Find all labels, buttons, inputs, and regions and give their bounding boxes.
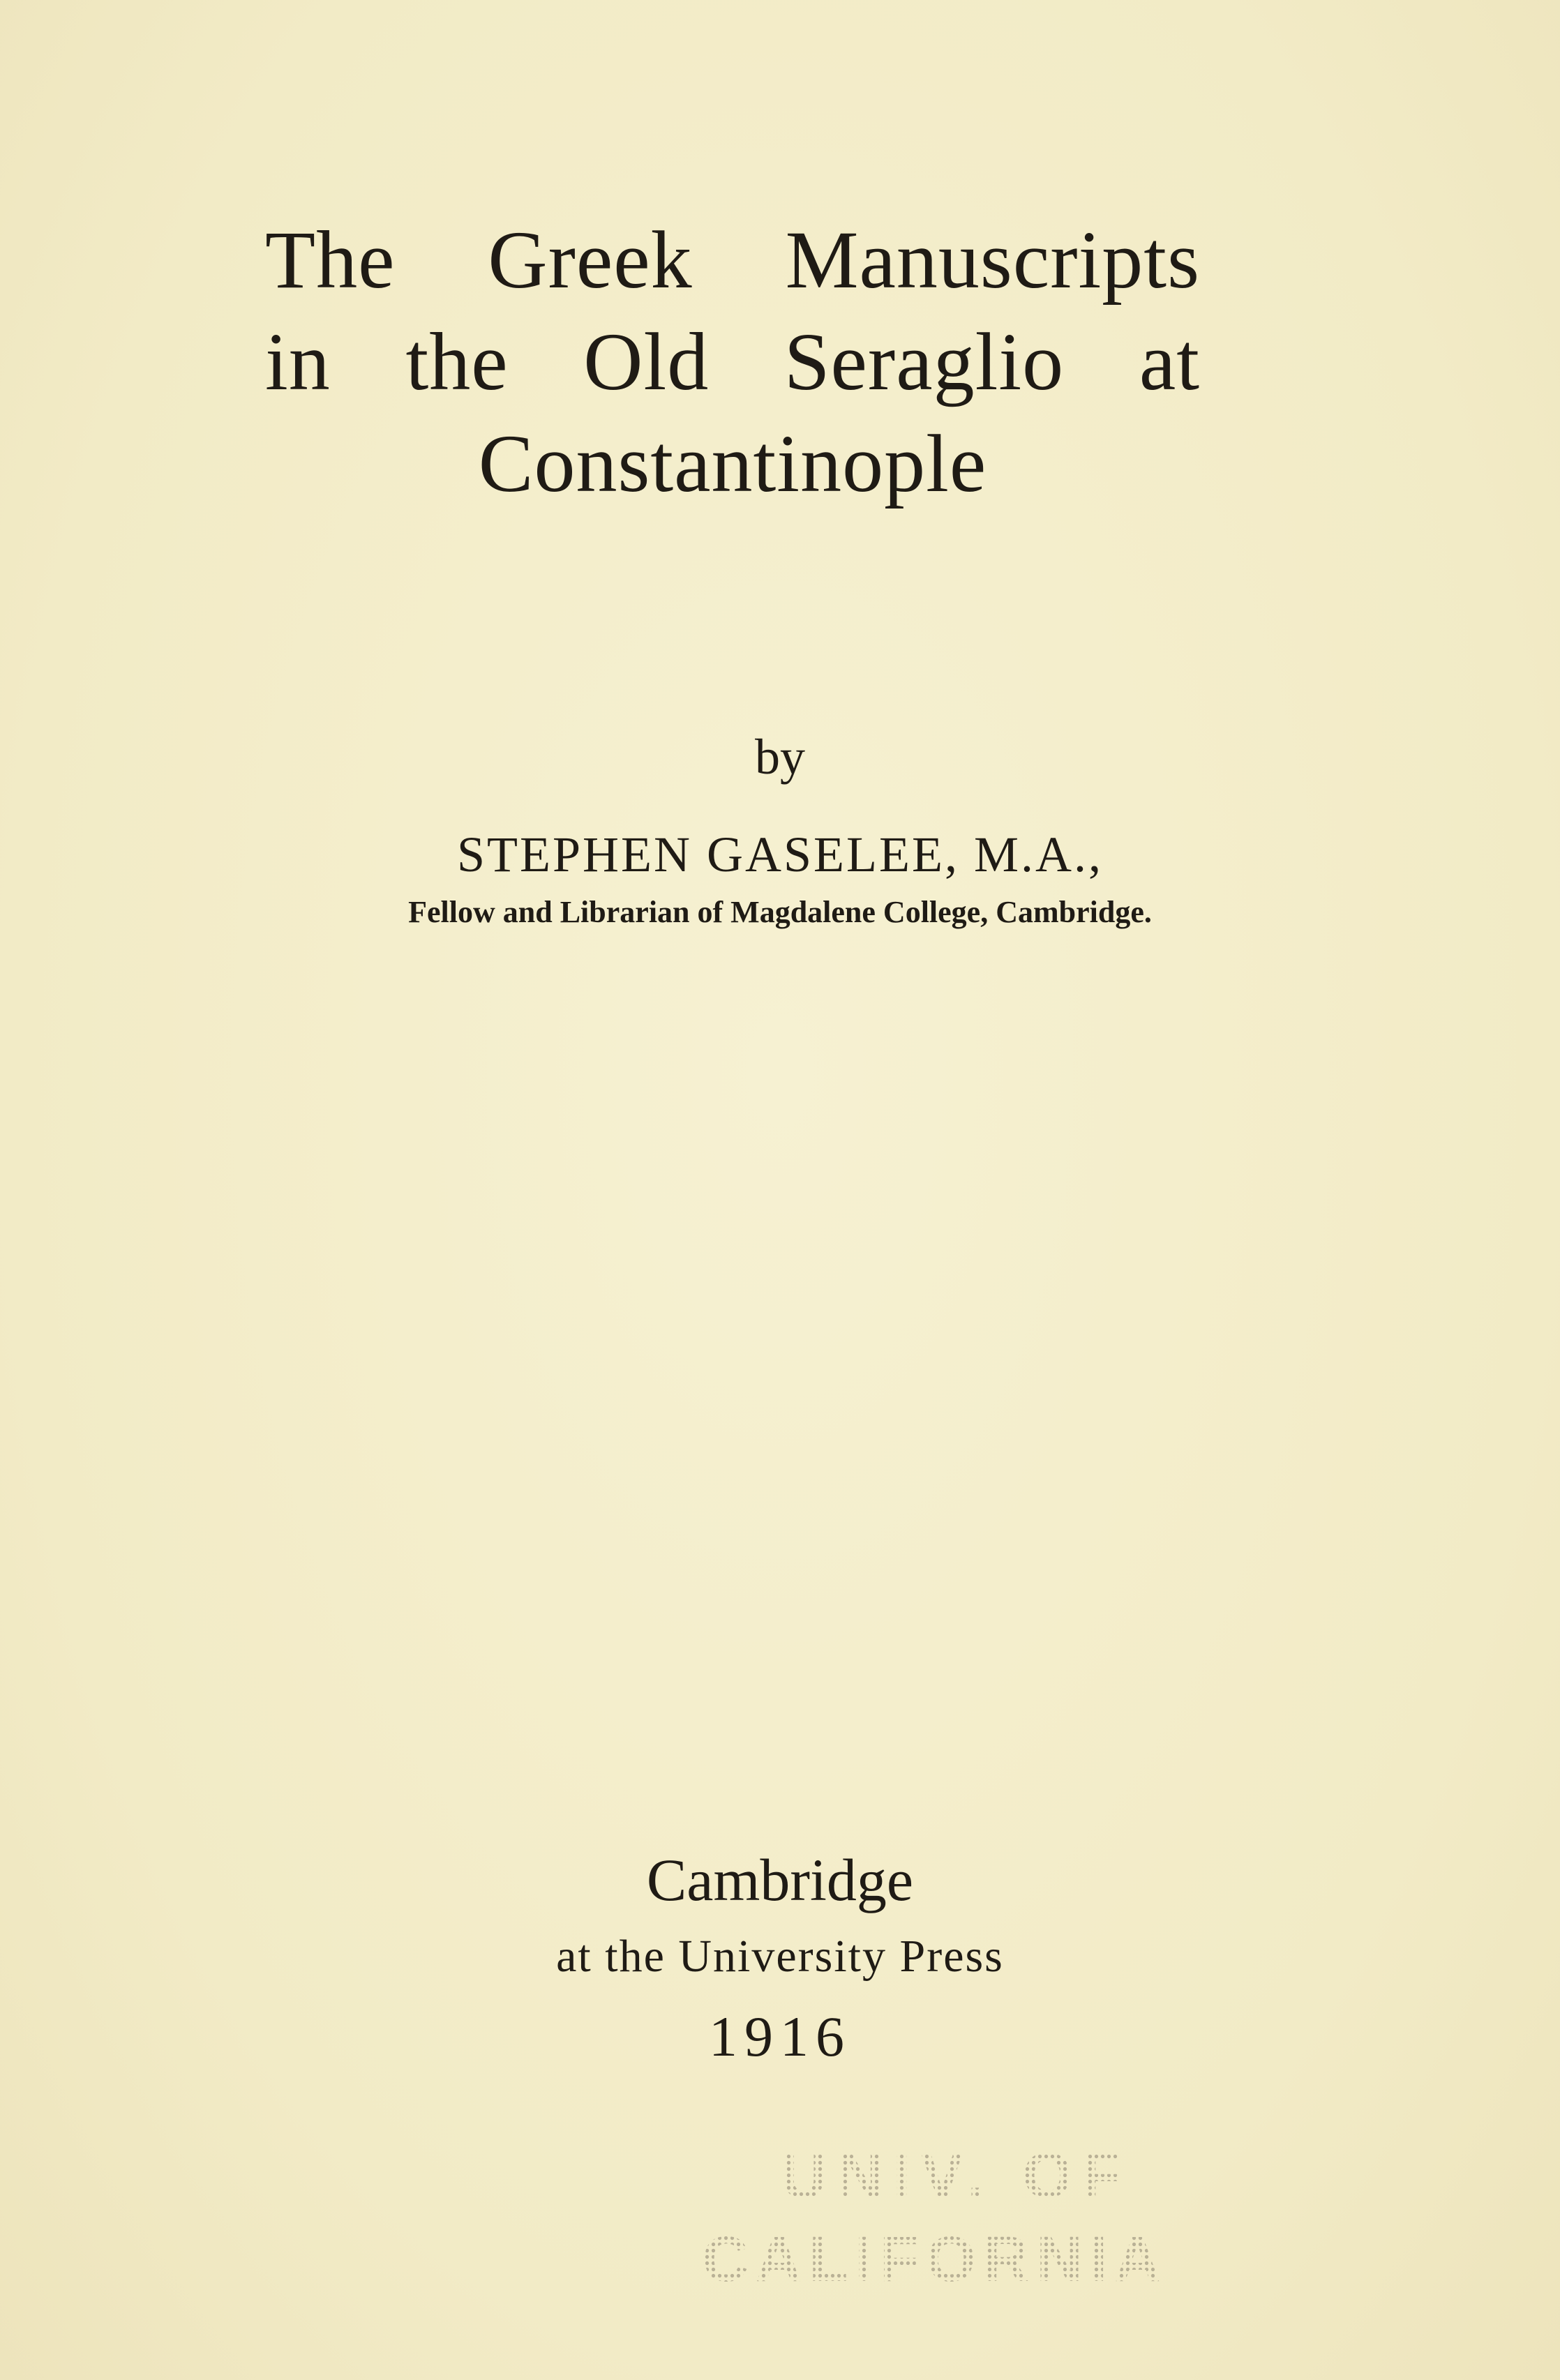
title-line-1: The Greek Manuscripts [265, 214, 1200, 306]
book-title [265, 209, 1200, 515]
by-line: by [755, 729, 805, 785]
imprint-place: Cambridge [646, 1846, 914, 1913]
title-line-2: in the Old Seraglio at [265, 316, 1200, 407]
title-line-3: Constantinople [478, 418, 987, 509]
author-affiliation: Fellow and Librarian of Magdalene College, Cambridge. [408, 895, 1152, 929]
imprint-press: at the University Press [556, 1931, 1004, 1982]
perforated-library-stamp [698, 2134, 1186, 2302]
author-name: STEPHEN GASELEE, M.A., [457, 827, 1103, 882]
imprint-year: 1916 [709, 2005, 851, 2068]
stamp-line-1: UNIV. OF [780, 2140, 1132, 2211]
stamp-line-2: CALIFORNIA [702, 2224, 1168, 2295]
